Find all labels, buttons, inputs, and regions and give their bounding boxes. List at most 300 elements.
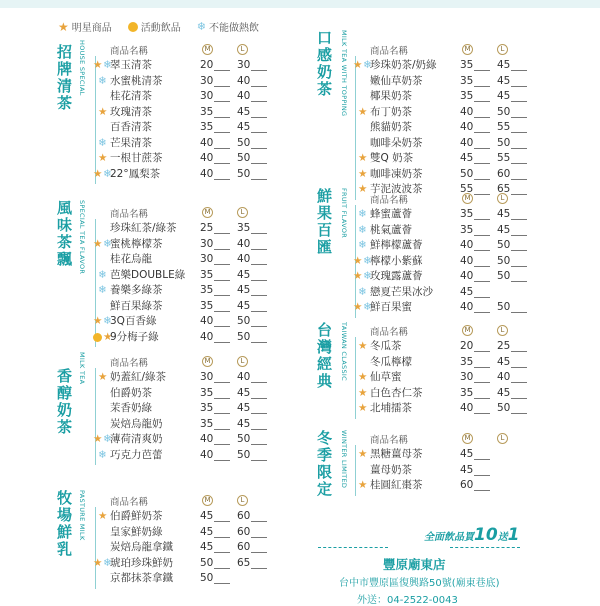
price-underline (251, 249, 267, 250)
price-l: 50 (237, 330, 251, 343)
price-underline (214, 132, 230, 133)
legend (58, 19, 259, 34)
price-l: 45 (497, 386, 511, 399)
item-name: 冬瓜檸檬 (370, 355, 412, 368)
star-icon: ★ (358, 386, 368, 399)
price-l: 50 (497, 239, 511, 251)
price-underline (474, 179, 490, 180)
price-underline (511, 117, 527, 118)
size-l-icon: L (497, 44, 508, 55)
promo-free-count: 1 (507, 525, 520, 545)
price-l: 45 (497, 223, 511, 236)
price-underline (511, 351, 527, 352)
menu-item (50, 283, 300, 299)
item-name: 雙Q 奶茶 (370, 152, 414, 164)
snowflake-icon: ❄ (363, 301, 372, 313)
price-underline (251, 382, 267, 383)
price-underline (214, 583, 230, 584)
size-m-icon: M (462, 44, 473, 55)
price-underline (251, 342, 267, 343)
item-name: 奶蓋紅/綠茶 (110, 371, 167, 383)
snowflake-icon: ❄ (103, 433, 112, 445)
price-l: 45 (497, 355, 511, 368)
menu-item (50, 89, 300, 105)
menu-item (310, 254, 560, 270)
menu-item (50, 105, 300, 121)
price-underline (474, 250, 490, 251)
star-icon: ★ (353, 254, 363, 267)
price-m: 40 (460, 301, 474, 313)
section-subtitle: PASTURE MILK (78, 490, 86, 541)
menu-item (310, 463, 560, 479)
section-title: 台灣經典 (316, 321, 332, 390)
star-icon: ★ (358, 479, 368, 491)
price-l: 45 (497, 90, 511, 102)
item-name: 北埔擂茶 (370, 402, 412, 414)
star-icon: ★ (93, 315, 103, 327)
section-title: 冬季限定 (316, 429, 332, 498)
dot-icon (93, 333, 102, 342)
price-underline (474, 219, 490, 220)
price-underline (474, 235, 490, 236)
size-m-icon: M (202, 44, 213, 55)
price-m: 20 (460, 340, 474, 352)
price-underline (214, 163, 230, 164)
item-name: 仙草蜜 (370, 371, 402, 383)
price-underline (474, 86, 490, 87)
price-l: 50 (237, 136, 251, 149)
snowflake-icon: ❄ (98, 448, 107, 461)
column-header-name: 商品名稱 (110, 209, 149, 220)
price-l: 40 (237, 371, 251, 383)
price-underline (214, 295, 230, 296)
price-m: 30 (200, 90, 214, 102)
price-underline (214, 264, 230, 265)
price-l: 40 (497, 371, 511, 383)
price-m: 50 (460, 167, 474, 180)
price-underline (474, 367, 490, 368)
price-underline (251, 280, 267, 281)
menu-item (50, 525, 300, 541)
price-l: 50 (497, 270, 511, 282)
menu-item (50, 221, 300, 237)
size-l-icon: L (497, 433, 508, 444)
price-underline (251, 295, 267, 296)
price-underline (474, 132, 490, 133)
price-m: 45 (200, 541, 214, 553)
price-underline (474, 351, 490, 352)
size-l-icon: L (497, 193, 508, 204)
star-icon: ★ (93, 59, 103, 71)
price-underline (474, 490, 490, 491)
price-underline (251, 264, 267, 265)
price-underline (511, 250, 527, 251)
price-m: 40 (460, 402, 474, 414)
price-underline (214, 568, 230, 569)
price-underline (511, 132, 527, 133)
price-underline (474, 281, 490, 282)
item-name: 蜂蜜蘆薈 (370, 208, 412, 220)
price-underline (251, 326, 267, 327)
price-l: 60 (237, 510, 251, 522)
size-l-icon: L (237, 495, 248, 506)
price-underline (214, 233, 230, 234)
price-l: 50 (237, 315, 251, 327)
price-m: 40 (460, 121, 474, 133)
price-m: 40 (460, 270, 474, 282)
item-name: 戀夏芒果冰沙 (370, 285, 433, 298)
price-m: 30 (200, 371, 214, 383)
item-name: 京都抹茶拿鐵 (110, 572, 173, 584)
star-icon: ★ (358, 105, 368, 118)
price-l: 40 (237, 237, 251, 250)
section-subtitle: MILK TEA (78, 352, 86, 385)
price-underline (251, 537, 267, 538)
price-l: 30 (237, 59, 251, 71)
price-m: 30 (200, 253, 214, 265)
legend-label: 活動飲品 (140, 23, 181, 34)
star-icon: ★ (353, 301, 363, 313)
promo-mid: 送 (497, 532, 508, 543)
snowflake-icon: ❄ (363, 59, 372, 71)
price-l: 45 (237, 299, 251, 312)
price-l: 40 (237, 74, 251, 87)
price-underline (214, 342, 230, 343)
price-m: 40 (460, 239, 474, 251)
star-icon: ★ (98, 371, 108, 383)
promo-banner (424, 525, 520, 545)
price-underline (214, 117, 230, 118)
legend-item-dot (128, 19, 181, 34)
legend-item-star (58, 19, 112, 34)
column-header-name: 商品名稱 (110, 358, 149, 369)
size-m-icon: M (462, 325, 473, 336)
item-name: 黑糖薑母茶 (370, 448, 423, 460)
section-subtitle: HOUSE SPECIAL (78, 40, 86, 96)
price-l: 50 (237, 433, 251, 445)
price-underline (511, 86, 527, 87)
menu-item (310, 120, 560, 136)
price-underline (511, 367, 527, 368)
divider-right (450, 547, 520, 548)
price-l: 55 (497, 152, 511, 164)
price-m: 40 (460, 136, 474, 149)
price-l: 25 (497, 340, 511, 352)
price-underline (474, 117, 490, 118)
item-name: 玫瑰清茶 (110, 105, 152, 118)
menu-item (50, 432, 300, 448)
item-name: 琥珀珍珠鮮奶 (110, 556, 173, 569)
menu-item (50, 167, 300, 183)
menu-item (50, 509, 300, 525)
price-underline (214, 311, 230, 312)
item-name: 一根甘蔗茶 (110, 152, 163, 164)
item-name: 布丁奶茶 (370, 105, 412, 118)
section-subtitle: TAIWAN CLASSIC (340, 322, 348, 381)
price-underline (251, 568, 267, 569)
star-icon: ★ (353, 59, 363, 71)
price-l: 60 (237, 525, 251, 538)
menu-item (310, 300, 560, 316)
item-name: 冬瓜茶 (370, 340, 402, 352)
price-underline (214, 382, 230, 383)
item-name: 茉香奶綠 (110, 402, 152, 414)
snowflake-icon: ❄ (103, 556, 112, 569)
price-l: 45 (497, 208, 511, 220)
item-name: 檸檬小紫蘇 (370, 254, 423, 267)
size-m-icon: M (462, 433, 473, 444)
section-title: 鮮果百匯 (316, 187, 332, 256)
price-underline (511, 194, 527, 195)
price-m: 40 (200, 433, 214, 445)
snowflake-icon: ❄ (358, 223, 367, 236)
item-name: 翠玉清茶 (110, 59, 152, 71)
price-m: 20 (200, 59, 214, 71)
price-m: 40 (460, 105, 474, 118)
price-m: 35 (460, 223, 474, 236)
price-m: 45 (460, 448, 474, 460)
price-m: 35 (460, 355, 474, 368)
menu-item (50, 330, 300, 346)
item-name: 伯爵奶茶 (110, 386, 152, 399)
price-underline (251, 398, 267, 399)
menu-item (50, 540, 300, 556)
item-name: 芋泥波波茶 (370, 183, 423, 195)
price-underline (474, 266, 490, 267)
price-m: 30 (200, 237, 214, 250)
item-name: 薄荷清爽奶 (110, 433, 163, 445)
price-underline (474, 312, 490, 313)
item-name: 桂圓紅棗茶 (370, 479, 423, 491)
item-name: 珍珠紅茶/綠茶 (110, 222, 177, 234)
divider-left (318, 547, 388, 548)
star-icon: ★ (93, 167, 103, 180)
legend-label: 明星商品 (71, 23, 112, 34)
price-underline (474, 297, 490, 298)
price-underline (251, 132, 267, 133)
price-l: 60 (237, 541, 251, 553)
item-name: 鮮百果蜜 (370, 301, 412, 313)
price-l: 50 (497, 105, 511, 118)
menu-item (310, 58, 560, 74)
price-underline (474, 101, 490, 102)
size-l-icon: L (237, 44, 248, 55)
promo-buy-count: 10 (474, 525, 498, 545)
star-icon: ★ (358, 402, 368, 414)
price-underline (251, 460, 267, 461)
column-header-name: 商品名稱 (370, 435, 409, 446)
item-name: 蜜桃檸檬茶 (110, 237, 163, 250)
price-l: 50 (237, 167, 251, 180)
price-underline (214, 148, 230, 149)
price-underline (214, 552, 230, 553)
item-name: 咖啡凍奶茶 (370, 167, 423, 180)
price-m: 35 (200, 284, 214, 296)
menu-item (50, 237, 300, 253)
snowflake-icon: ❄ (363, 270, 372, 282)
price-underline (214, 101, 230, 102)
price-underline (251, 148, 267, 149)
price-underline (474, 413, 490, 414)
star-icon: ★ (358, 183, 368, 195)
snowflake-icon: ❄ (358, 208, 367, 220)
price-m: 35 (460, 59, 474, 71)
snowflake-icon: ❄ (103, 237, 112, 250)
item-name: 水蜜桃清茶 (110, 74, 163, 87)
legend-item-snow (197, 19, 259, 34)
price-m: 45 (200, 510, 214, 522)
price-l: 45 (237, 402, 251, 414)
dot-icon (128, 22, 138, 32)
menu-item (50, 370, 300, 386)
item-name: 椰果奶茶 (370, 90, 412, 102)
price-m: 40 (200, 330, 214, 343)
price-underline (251, 311, 267, 312)
menu-item (310, 167, 560, 183)
price-m: 45 (460, 152, 474, 164)
price-underline (474, 194, 490, 195)
price-m: 40 (200, 315, 214, 327)
menu-item (310, 136, 560, 152)
section-subtitle: FRUIT FLAVOR (340, 188, 348, 239)
price-m: 25 (200, 222, 214, 234)
item-name: 9分梅子綠 (110, 330, 159, 343)
price-underline (214, 86, 230, 87)
price-m: 50 (200, 556, 214, 569)
star-icon: ★ (358, 152, 368, 164)
item-name: 巧克力芭蕾 (110, 448, 163, 461)
price-m: 35 (200, 386, 214, 399)
price-m: 35 (200, 417, 214, 430)
column-header-name: 商品名稱 (110, 497, 149, 508)
star-icon: ★ (98, 152, 108, 164)
menu-item (50, 417, 300, 433)
menu-item (310, 478, 560, 494)
price-underline (511, 163, 527, 164)
item-name: 伯爵鮮奶茶 (110, 510, 163, 522)
item-name: 咖啡朵奶茶 (370, 136, 423, 149)
store-name: 豐原廟東店 (383, 557, 446, 572)
price-m: 40 (200, 448, 214, 461)
star-icon: ★ (58, 19, 69, 34)
snowflake-icon: ❄ (98, 268, 107, 281)
price-underline (251, 429, 267, 430)
price-underline (474, 163, 490, 164)
menu-item (310, 386, 560, 402)
price-underline (214, 179, 230, 180)
price-underline (474, 475, 490, 476)
price-underline (251, 521, 267, 522)
price-l: 55 (497, 121, 511, 133)
price-l: 45 (237, 386, 251, 399)
snowflake-icon: ❄ (98, 284, 107, 296)
price-underline (251, 86, 267, 87)
price-m: 35 (200, 299, 214, 312)
menu-item (50, 556, 300, 572)
section-subtitle: WINTER LIMITED (340, 430, 348, 489)
price-m: 45 (460, 463, 474, 476)
price-l: 50 (497, 301, 511, 313)
menu-item (50, 136, 300, 152)
star-icon: ★ (358, 167, 368, 180)
price-underline (511, 219, 527, 220)
item-name: 22°鳳梨茶 (110, 167, 161, 180)
snowflake-icon: ❄ (98, 74, 107, 87)
price-underline (511, 70, 527, 71)
section-title: 香醇奶茶 (56, 367, 72, 436)
price-m: 35 (460, 90, 474, 102)
price-underline (214, 326, 230, 327)
store-phone: 外送：04-2522-0043 (357, 595, 458, 606)
price-m: 55 (460, 183, 474, 195)
menu-item (310, 339, 560, 355)
price-l: 50 (497, 136, 511, 149)
column-header-name: 商品名稱 (370, 46, 409, 57)
snowflake-icon: ❄ (103, 167, 112, 180)
price-underline (251, 233, 267, 234)
section-subtitle: SPECIAL TEA FLAVOR (78, 200, 86, 275)
price-l: 45 (497, 74, 511, 87)
price-l: 35 (237, 222, 251, 234)
price-underline (214, 398, 230, 399)
price-underline (474, 70, 490, 71)
price-underline (474, 382, 490, 383)
item-name: 桃氣蘆薈 (370, 223, 412, 236)
price-underline (251, 101, 267, 102)
item-name: 薑母奶茶 (370, 463, 412, 476)
price-l: 45 (237, 121, 251, 133)
section-title: 招牌清茶 (56, 43, 72, 112)
column-header-name: 商品名稱 (370, 327, 409, 338)
menu-item (50, 151, 300, 167)
item-name: 嫩仙草奶茶 (370, 74, 423, 87)
item-name: 白色杏仁茶 (370, 386, 423, 399)
menu-item (50, 252, 300, 268)
price-underline (214, 429, 230, 430)
price-underline (214, 444, 230, 445)
price-m: 60 (460, 479, 474, 491)
item-name: 芭樂DOUBLE綠 (110, 268, 186, 281)
size-l-icon: L (497, 325, 508, 336)
snowflake-icon: ❄ (103, 59, 112, 71)
menu-item (310, 370, 560, 386)
star-icon: ★ (358, 340, 368, 352)
price-underline (214, 413, 230, 414)
price-m: 50 (200, 572, 214, 584)
price-l: 40 (237, 253, 251, 265)
price-underline (214, 249, 230, 250)
menu-item (310, 269, 560, 285)
item-name: 炭焙烏龍拿鐵 (110, 541, 173, 553)
price-underline (511, 382, 527, 383)
menu-item (50, 58, 300, 74)
price-l: 50 (497, 254, 511, 267)
snowflake-icon: ❄ (98, 136, 107, 149)
star-icon: ★ (358, 371, 368, 383)
item-name: 芒果清茶 (110, 136, 152, 149)
legend-label: 不能做熱飲 (208, 23, 259, 34)
menu-item (50, 299, 300, 315)
price-underline (511, 398, 527, 399)
price-m: 35 (200, 402, 214, 414)
star-icon: ★ (358, 448, 368, 460)
price-m: 30 (200, 74, 214, 87)
menu-item (50, 401, 300, 417)
star-icon: ★ (98, 510, 108, 522)
menu-item (310, 74, 560, 90)
price-underline (251, 163, 267, 164)
menu-item (310, 401, 560, 417)
